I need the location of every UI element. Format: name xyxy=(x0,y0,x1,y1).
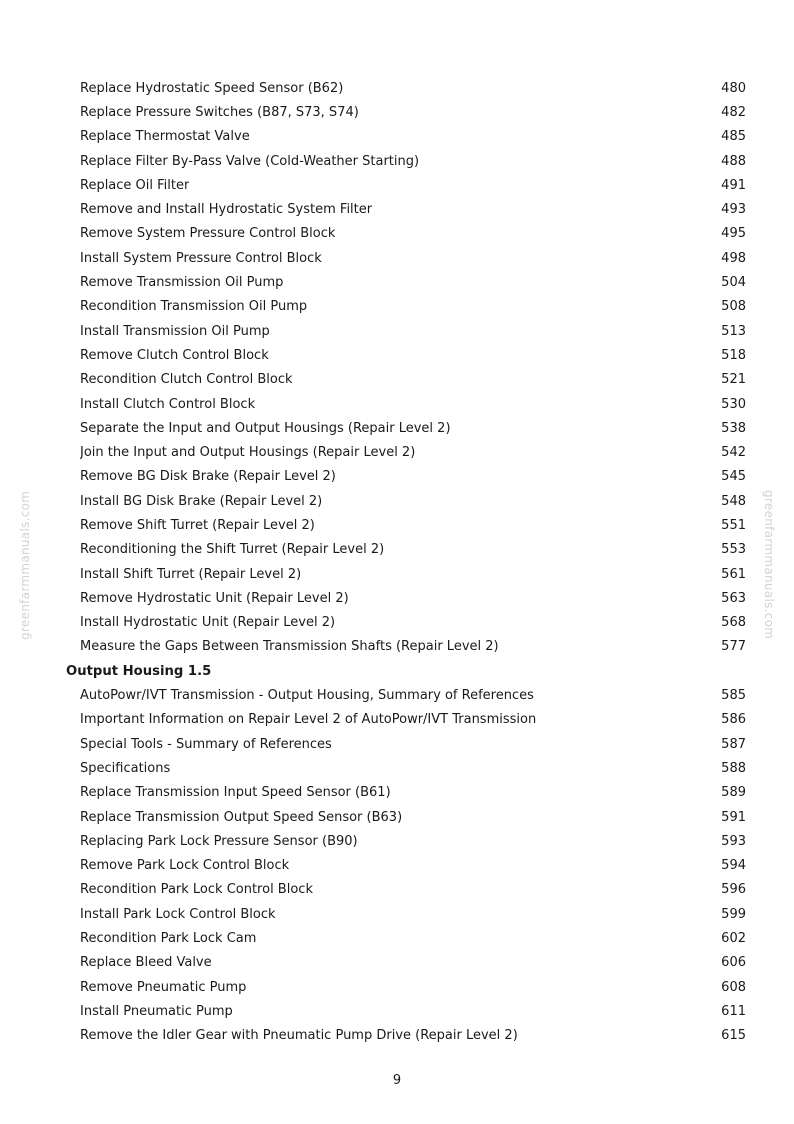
toc-entry[interactable] xyxy=(66,222,746,246)
toc-entry-page-number: 606 xyxy=(721,955,746,971)
toc-entry[interactable] xyxy=(66,732,746,756)
toc-entry-page-number: 602 xyxy=(721,931,746,947)
toc-entry-page-number: 586 xyxy=(721,712,746,728)
toc-entry-title: Install Clutch Control Block xyxy=(80,396,256,412)
toc-entry-page-number: 495 xyxy=(721,226,746,242)
toc-entry[interactable] xyxy=(66,149,746,173)
toc-entry[interactable] xyxy=(66,392,746,416)
toc-entry-page-number: 596 xyxy=(721,882,746,898)
toc-entry-title: Recondition Transmission Oil Pump xyxy=(80,299,308,315)
toc-entry-page-number: 504 xyxy=(721,275,746,291)
toc-entry-title: Remove System Pressure Control Block xyxy=(80,226,336,242)
toc-entry[interactable] xyxy=(66,902,746,926)
toc-entry-page-number: 593 xyxy=(721,833,746,849)
toc-entry-title: Install BG Disk Brake (Repair Level 2) xyxy=(80,493,323,509)
toc-entry[interactable] xyxy=(66,756,746,780)
toc-entry-title: Replace Hydrostatic Speed Sensor (B62) xyxy=(80,80,344,96)
toc-entry[interactable] xyxy=(66,781,746,805)
toc-entry-title: Reconditioning the Shift Turret (Repair Level 2) xyxy=(80,542,385,558)
toc-entry-page-number: 548 xyxy=(721,493,746,509)
toc-entry-title: Replace Transmission Output Speed Sensor (B63) xyxy=(80,809,403,825)
toc-entry-page-number: 498 xyxy=(721,250,746,266)
toc-entry-title: Remove the Idler Gear with Pneumatic Pump Drive (Repair Level 2) xyxy=(80,1028,518,1044)
toc-entry[interactable] xyxy=(66,805,746,829)
toc-entry[interactable] xyxy=(66,270,746,294)
toc-entry-title: Remove BG Disk Brake (Repair Level 2) xyxy=(80,469,336,485)
toc-entry-page-number: 482 xyxy=(721,104,746,120)
toc-entry-page-number: 585 xyxy=(721,688,746,704)
toc-entry[interactable] xyxy=(66,854,746,878)
toc-entry[interactable] xyxy=(66,708,746,732)
toc-entry-title: Remove Hydrostatic Unit (Repair Level 2) xyxy=(80,590,349,606)
toc-entry[interactable] xyxy=(66,173,746,197)
toc-entry-page-number: 615 xyxy=(721,1028,746,1044)
toc-entry[interactable] xyxy=(66,999,746,1023)
toc-entry-page-number: 608 xyxy=(721,979,746,995)
toc-entry-page-number: 493 xyxy=(721,202,746,218)
toc-entry-title: Recondition Park Lock Control Block xyxy=(80,882,313,898)
toc-entry[interactable] xyxy=(66,562,746,586)
toc-entry-page-number: 587 xyxy=(721,736,746,752)
toc-entry[interactable] xyxy=(66,125,746,149)
toc-entry[interactable] xyxy=(66,465,746,489)
toc-entry[interactable] xyxy=(66,76,746,100)
toc-entry-page-number: 591 xyxy=(721,809,746,825)
toc-entry-page-number: 485 xyxy=(721,129,746,145)
toc-entry[interactable] xyxy=(66,416,746,440)
toc-entry-title: Special Tools - Summary of References xyxy=(80,736,332,752)
toc-entry-page-number: 480 xyxy=(721,80,746,96)
toc-entry[interactable] xyxy=(66,878,746,902)
toc-entry-title: Important Information on Repair Level 2 of AutoPowr/IVT Transmission xyxy=(80,712,537,728)
toc-entry-title: Remove Clutch Control Block xyxy=(80,347,269,363)
toc-entry[interactable] xyxy=(66,1024,746,1048)
toc-entry-title: Install Shift Turret (Repair Level 2) xyxy=(80,566,302,582)
toc-entry-page-number: 521 xyxy=(721,372,746,388)
toc-entry-page-number: 530 xyxy=(721,396,746,412)
toc-entry[interactable] xyxy=(66,538,746,562)
toc-entry[interactable] xyxy=(66,343,746,367)
toc-entry-page-number: 588 xyxy=(721,760,746,776)
toc-entry[interactable] xyxy=(66,829,746,853)
toc-entry-title: Remove Pneumatic Pump xyxy=(80,979,247,995)
toc-entry[interactable] xyxy=(66,246,746,270)
toc-entry[interactable] xyxy=(66,319,746,343)
toc-entry-page-number: 518 xyxy=(721,347,746,363)
toc-entry[interactable] xyxy=(66,295,746,319)
toc-entry-page-number: 561 xyxy=(721,566,746,582)
toc-entry-title: Replace Pressure Switches (B87, S73, S74) xyxy=(80,104,359,120)
toc-entry-page-number: 599 xyxy=(721,906,746,922)
toc-entry-title: Replace Filter By-Pass Valve (Cold-Weather Starting) xyxy=(80,153,420,169)
toc-entry-page-number: 568 xyxy=(721,615,746,631)
toc-entry-title: Remove Park Lock Control Block xyxy=(80,858,290,874)
toc-entry[interactable] xyxy=(66,100,746,124)
toc-entry[interactable] xyxy=(66,489,746,513)
toc-entry[interactable] xyxy=(66,513,746,537)
watermark-left: greenfarmmanuals.com xyxy=(18,490,32,640)
table-of-contents xyxy=(66,76,746,1048)
toc-entry-title: Install Transmission Oil Pump xyxy=(80,323,270,339)
toc-entry[interactable] xyxy=(66,368,746,392)
toc-entry-title: Specifications xyxy=(80,760,171,776)
toc-entry-title: Recondition Park Lock Cam xyxy=(80,931,257,947)
toc-entry-title: Install Park Lock Control Block xyxy=(80,906,276,922)
page-number: 9 xyxy=(392,1073,402,1088)
toc-entry-page-number: 508 xyxy=(721,299,746,315)
toc-entry-title: Measure the Gaps Between Transmission Shafts (Repair Level 2) xyxy=(80,639,499,655)
toc-entry-page-number: 545 xyxy=(721,469,746,485)
toc-entry-page-number: 577 xyxy=(721,639,746,655)
toc-entry-title: Replace Bleed Valve xyxy=(80,955,212,971)
toc-entry-title: Replace Thermostat Valve xyxy=(80,129,250,145)
toc-entry-title: AutoPowr/IVT Transmission - Output Housing, Summary of References xyxy=(80,688,534,704)
toc-entry-page-number: 538 xyxy=(721,420,746,436)
toc-entry-page-number: 551 xyxy=(721,517,746,533)
toc-entry-title: Recondition Clutch Control Block xyxy=(80,372,293,388)
toc-entry-page-number: 594 xyxy=(721,858,746,874)
section-heading-title: Output Housing 1.5 xyxy=(66,663,212,679)
toc-entry-page-number: 513 xyxy=(721,323,746,339)
toc-entry[interactable] xyxy=(66,197,746,221)
toc-entry-title: Replacing Park Lock Pressure Sensor (B90) xyxy=(80,833,358,849)
toc-entry-page-number: 553 xyxy=(721,542,746,558)
toc-entry-title: Install Pneumatic Pump xyxy=(80,1003,233,1019)
toc-entry-page-number: 491 xyxy=(721,177,746,193)
toc-entry[interactable] xyxy=(66,975,746,999)
toc-entry-title: Remove and Install Hydrostatic System Filter xyxy=(80,202,373,218)
toc-entry-page-number: 589 xyxy=(721,785,746,801)
toc-entry-title: Remove Shift Turret (Repair Level 2) xyxy=(80,517,315,533)
toc-entry[interactable] xyxy=(66,683,746,707)
toc-entry-title: Replace Transmission Input Speed Sensor (B61) xyxy=(80,785,391,801)
watermark-right: greenfarmmanuals.com xyxy=(762,490,776,640)
toc-entry-page-number: 488 xyxy=(721,153,746,169)
toc-entry-title: Install System Pressure Control Block xyxy=(80,250,322,266)
toc-entry-title: Separate the Input and Output Housings (Repair Level 2) xyxy=(80,420,451,436)
toc-entry-page-number: 542 xyxy=(721,445,746,461)
toc-entry-title: Remove Transmission Oil Pump xyxy=(80,275,284,291)
toc-entry[interactable] xyxy=(66,611,746,635)
toc-entry-title: Join the Input and Output Housings (Repair Level 2) xyxy=(80,445,416,461)
toc-entry-title: Install Hydrostatic Unit (Repair Level 2) xyxy=(80,615,336,631)
toc-entry[interactable] xyxy=(66,635,746,659)
toc-entry-page-number: 611 xyxy=(721,1003,746,1019)
toc-entry-title: Replace Oil Filter xyxy=(80,177,190,193)
toc-entry[interactable] xyxy=(66,951,746,975)
toc-section-heading xyxy=(66,659,746,683)
toc-entry-page-number: 563 xyxy=(721,590,746,606)
toc-entry[interactable] xyxy=(66,586,746,610)
toc-entry[interactable] xyxy=(66,440,746,464)
toc-entry[interactable] xyxy=(66,926,746,950)
